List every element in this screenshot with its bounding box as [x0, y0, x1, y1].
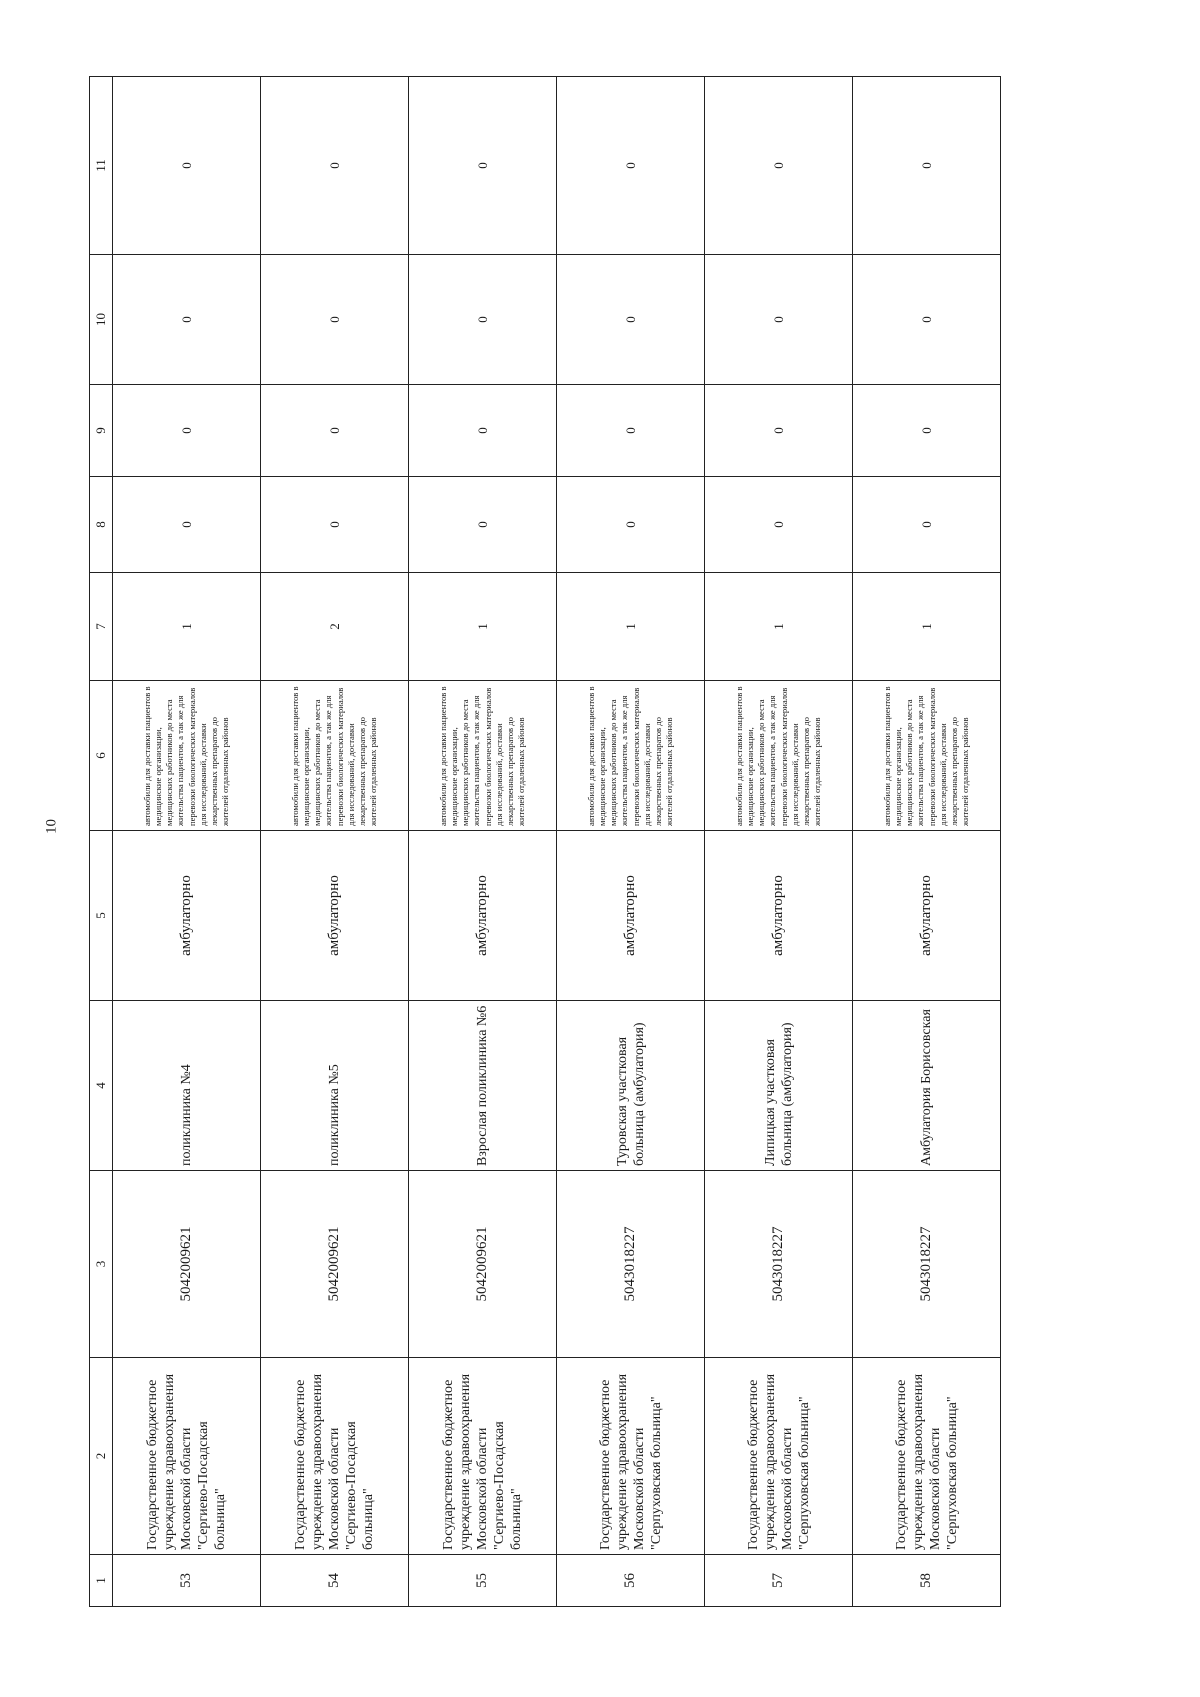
inn-cell: 5042009621 [261, 1171, 409, 1358]
care-condition-cell: амбулаторно [409, 831, 557, 1001]
col7-value-cell: 1 [557, 573, 705, 681]
care-condition-cell: амбулаторно [853, 831, 1001, 1001]
subdivision-cell: Липицкая участковая больница (амбулатория) [705, 1001, 853, 1171]
care-condition-cell: амбулаторно [557, 831, 705, 1001]
care-condition-cell: амбулаторно [261, 831, 409, 1001]
page-number: 10 [43, 819, 60, 834]
col7-value-cell: 1 [409, 573, 557, 681]
col11-value-cell: 0 [853, 77, 1001, 255]
row-number-cell: 55 [409, 1555, 557, 1607]
table-row [409, 77, 557, 1607]
row-number-cell: 56 [557, 1555, 705, 1607]
subdivision-cell: Взрослая поликлиника №6 [409, 1001, 557, 1171]
col11-value-cell: 0 [705, 77, 853, 255]
inn-cell: 5042009621 [113, 1171, 261, 1358]
inn-cell: 5043018227 [557, 1171, 705, 1358]
organization-cell: Государственное бюджетное учреждение здравоохранения Московской области "Сергиево-Посадская больница" [113, 1358, 261, 1555]
row-number-cell: 58 [853, 1555, 1001, 1607]
table-row [113, 77, 261, 1607]
col8-value-cell: 0 [261, 477, 409, 573]
col9-value-cell: 0 [409, 385, 557, 477]
organization-cell: Государственное бюджетное учреждение здравоохранения Московской области "Серпуховская больница" [705, 1358, 853, 1555]
row-number-cell: 54 [261, 1555, 409, 1607]
subdivision-cell: Амбулатория Борисовская [853, 1001, 1001, 1171]
vehicle-purpose-cell: автомобили для доставки пациентов в медицинские организации, медицинских работников до места жительства пациентов, а так же для перевозки биологических материалов для исследований, доставки лекарственных препаратов до жителей отдаленных районов [853, 681, 1001, 831]
inn-cell: 5042009621 [409, 1171, 557, 1358]
organization-cell: Государственное бюджетное учреждение здравоохранения Московской области "Сергиево-Посадская больница" [261, 1358, 409, 1555]
col9-value-cell: 0 [853, 385, 1001, 477]
header-cell: 8 [90, 477, 113, 573]
care-condition-cell: амбулаторно [705, 831, 853, 1001]
col8-value-cell: 0 [409, 477, 557, 573]
vehicle-table [89, 76, 1001, 1607]
col11-value-cell: 0 [409, 77, 557, 255]
header-cell: 1 [90, 1555, 113, 1607]
care-condition-cell: амбулаторно [113, 831, 261, 1001]
organization-cell: Государственное бюджетное учреждение здравоохранения Московской области "Сергиево-Посадская больница" [409, 1358, 557, 1555]
organization-cell: Государственное бюджетное учреждение здравоохранения Московской области "Серпуховская больница" [557, 1358, 705, 1555]
col8-value-cell: 0 [557, 477, 705, 573]
col7-value-cell: 1 [113, 573, 261, 681]
col11-value-cell: 0 [557, 77, 705, 255]
subdivision-cell: поликлиника №4 [113, 1001, 261, 1171]
col9-value-cell: 0 [705, 385, 853, 477]
header-cell: 6 [90, 681, 113, 831]
col11-value-cell: 0 [261, 77, 409, 255]
vehicle-purpose-cell: автомобили для доставки пациентов в медицинские организации, медицинских работников до места жительства пациентов, а так же для перевозки биологических материалов для исследований, доставки лекарственных препаратов до жителей отдаленных районов [557, 681, 705, 831]
col9-value-cell: 0 [261, 385, 409, 477]
col8-value-cell: 0 [113, 477, 261, 573]
col10-value-cell: 0 [853, 255, 1001, 385]
header-cell: 9 [90, 385, 113, 477]
header-cell: 10 [90, 255, 113, 385]
col8-value-cell: 0 [853, 477, 1001, 573]
row-number-cell: 57 [705, 1555, 853, 1607]
header-cell: 4 [90, 1001, 113, 1171]
col7-value-cell: 2 [261, 573, 409, 681]
vehicle-purpose-cell: автомобили для доставки пациентов в медицинские организации, медицинских работников до места жительства пациентов, а так же для перевозки биологических материалов для исследований, доставки лекарственных препаратов до жителей отдаленных районов [261, 681, 409, 831]
table-row [261, 77, 409, 1607]
inn-cell: 5043018227 [853, 1171, 1001, 1358]
table-row [557, 77, 705, 1607]
header-cell: 7 [90, 573, 113, 681]
vehicle-purpose-cell: автомобили для доставки пациентов в медицинские организации, медицинских работников до места жительства пациентов, а так же для перевозки биологических материалов для исследований, доставки лекарственных препаратов до жителей отдаленных районов [113, 681, 261, 831]
table-row [853, 77, 1001, 1607]
col9-value-cell: 0 [113, 385, 261, 477]
subdivision-cell: поликлиника №5 [261, 1001, 409, 1171]
header-cell: 5 [90, 831, 113, 1001]
col10-value-cell: 0 [557, 255, 705, 385]
header-row [90, 77, 113, 1607]
col9-value-cell: 0 [557, 385, 705, 477]
vehicle-purpose-cell: автомобили для доставки пациентов в медицинские организации, медицинских работников до места жительства пациентов, а так же для перевозки биологических материалов для исследований, доставки лекарственных препаратов до жителей отдаленных районов [705, 681, 853, 831]
row-number-cell: 53 [113, 1555, 261, 1607]
col10-value-cell: 0 [261, 255, 409, 385]
vehicle-purpose-cell: автомобили для доставки пациентов в медицинские организации, медицинских работников до места жительства пациентов, а так же для перевозки биологических материалов для исследований, доставки лекарственных препаратов до жителей отдаленных районов [409, 681, 557, 831]
col11-value-cell: 0 [113, 77, 261, 255]
organization-cell: Государственное бюджетное учреждение здравоохранения Московской области "Серпуховская больница" [853, 1358, 1001, 1555]
col10-value-cell: 0 [113, 255, 261, 385]
col8-value-cell: 0 [705, 477, 853, 573]
col10-value-cell: 0 [705, 255, 853, 385]
col10-value-cell: 0 [409, 255, 557, 385]
col7-value-cell: 1 [853, 573, 1001, 681]
header-cell: 11 [90, 77, 113, 255]
inn-cell: 5043018227 [705, 1171, 853, 1358]
col7-value-cell: 1 [705, 573, 853, 681]
header-cell: 2 [90, 1358, 113, 1555]
subdivision-cell: Туровская участковая больница (амбулатория) [557, 1001, 705, 1171]
table-row [705, 77, 853, 1607]
table-container [89, 77, 1023, 1607]
header-cell: 3 [90, 1171, 113, 1358]
